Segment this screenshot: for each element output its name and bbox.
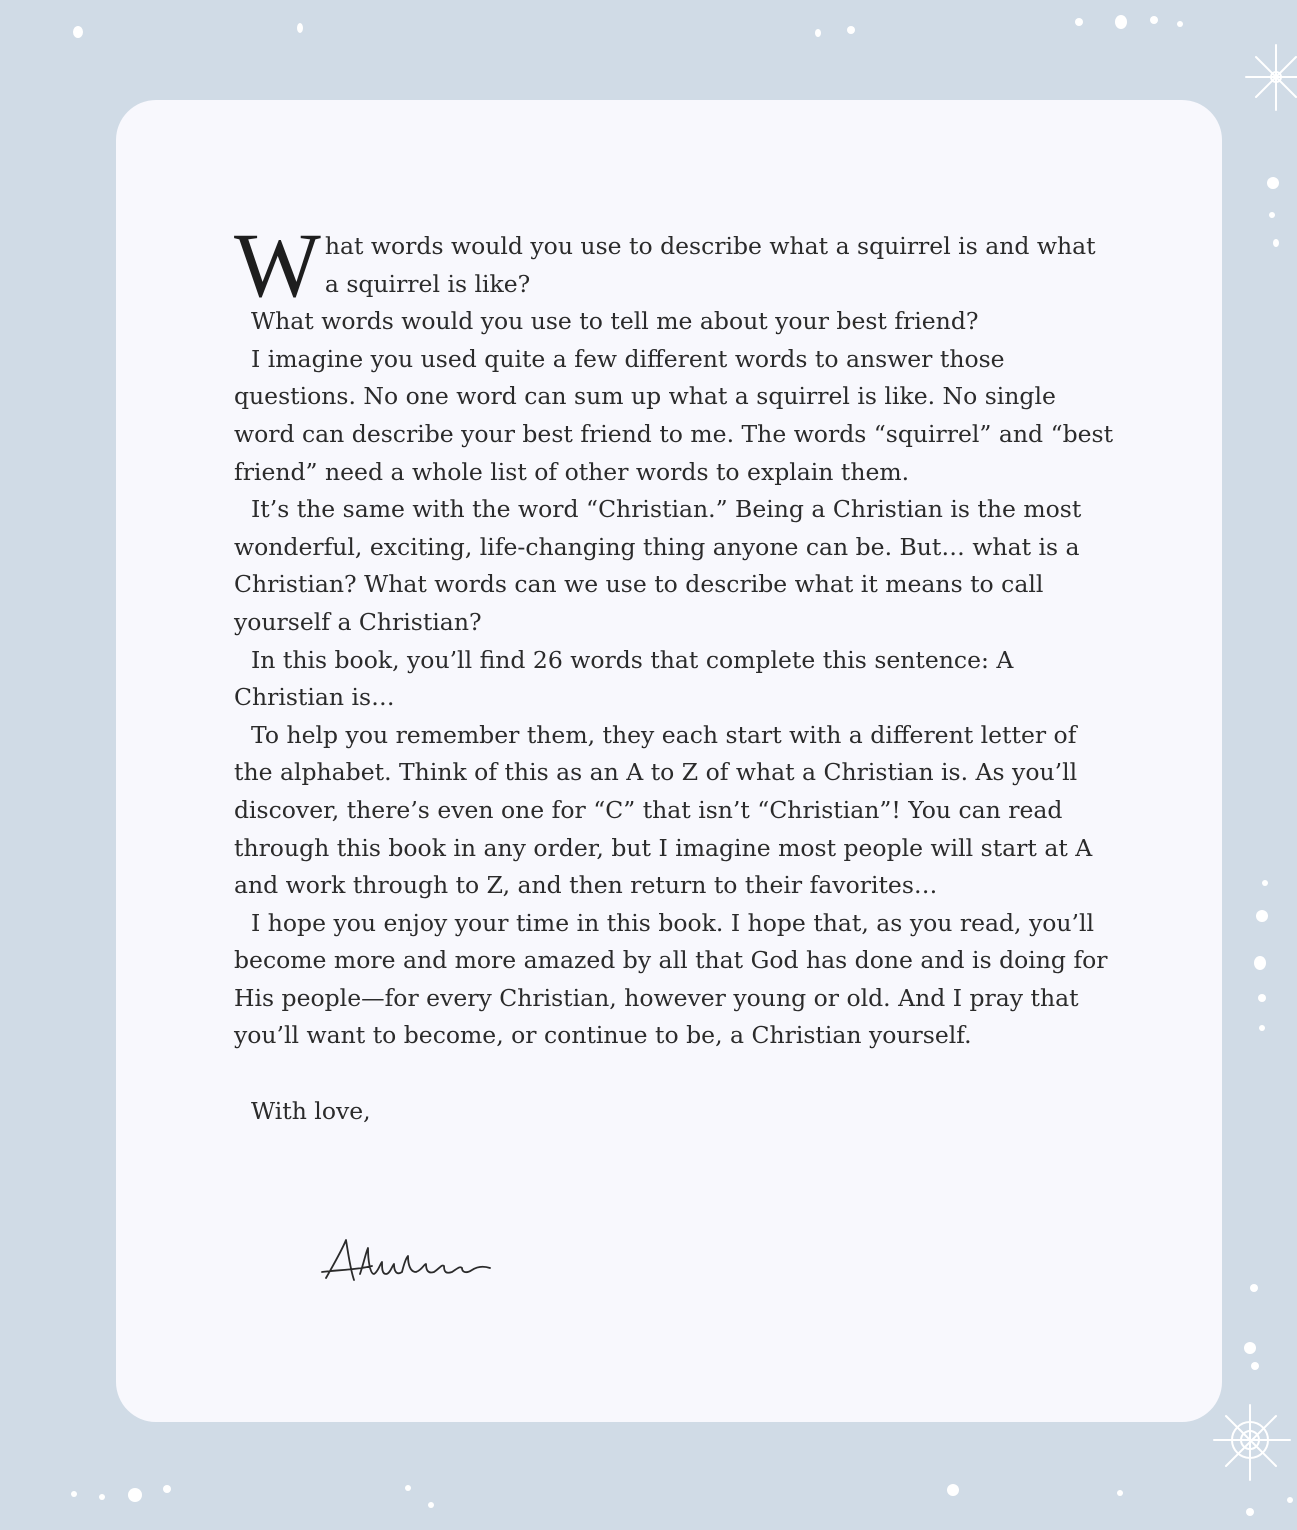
paragraph-7: I hope you enjoy your time in this book. I hope that, as you read, you’ll become more and more amazed by all that God has done and is doing for His people—for every Christian, however young or old. And I pray that you’ll want to become, or continue to be, a Christian yourself.	[234, 908, 1108, 1050]
drop-cap: W	[234, 214, 321, 316]
letter-body	[234, 214, 1114, 1130]
handwritten-signature	[320, 1234, 500, 1294]
paragraph-1-text: hat words would you use to describe what a squirrel is and what a squirrel is like?	[324, 232, 1096, 298]
closing-line: With love,	[251, 1096, 371, 1125]
paragraph-4: It’s the same with the word “Christian.” Being a Christian is the most wonderful, exciting, life-changing thing anyone can be. But… what is a Christian? What words can we use to describe what it means to call yourself a Christian?	[234, 495, 1082, 636]
paragraph-5: In this book, you’ll find 26 words that complete this sentence: A Christian is…	[234, 645, 1014, 712]
paragraph-1	[234, 214, 1114, 316]
letter-card	[116, 100, 1222, 1422]
paragraph-6: To help you remember them, they each start with a different letter of the alphabet. Think of this as an A to Z of what a Christian is. As you’ll discover, there’s even one for “C” that isn’t “Christian”! You can read through this book in any order, but I imagine most people will start at A and work through to Z, and then return to their favorites…	[234, 720, 1093, 900]
paragraph-3: I imagine you used quite a few different words to answer those questions. No one word can sum up what a squirrel is like. No single word can describe your best friend to me. The words “squirrel” and “best friend” need a whole list of other words to explain them.	[234, 344, 1114, 486]
paragraph-2: What words would you use to tell me about your best friend?	[251, 307, 979, 336]
